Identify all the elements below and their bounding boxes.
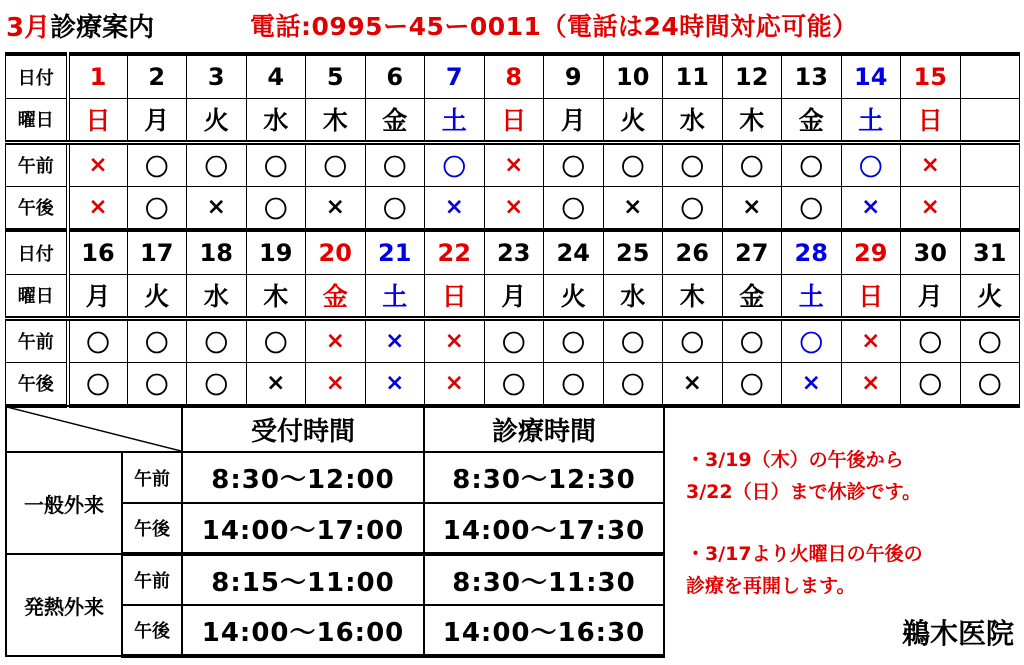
am-status-cell: 〇	[544, 142, 604, 186]
reception-header: 受付時間	[182, 406, 424, 452]
am-status-cell: 〇	[544, 318, 604, 362]
am-status-cell: 〇	[722, 142, 782, 186]
notice-box	[686, 444, 1016, 602]
consult-header: 診療時間	[424, 406, 664, 452]
weekday-cell: 水	[603, 274, 663, 318]
pm-status-cell: ×	[365, 362, 425, 406]
weekday-cell: 火	[603, 98, 663, 142]
weekday-cell: 水	[663, 98, 723, 142]
consult-time: 14:00～17:30	[424, 503, 664, 554]
pm-status-cell: 〇	[544, 186, 604, 230]
weekday-cell: 日	[484, 98, 544, 142]
consult-time: 8:30～11:30	[424, 554, 664, 605]
date-cell: 21	[365, 230, 425, 274]
date-cell: 28	[782, 230, 842, 274]
date-cell: 13	[782, 54, 842, 98]
phone-number: 電話:0995ー45ー0011（電話は24時間対応可能）	[250, 12, 858, 41]
weekday-cell: 日	[901, 98, 961, 142]
date-cell: 4	[246, 54, 306, 98]
am-status-cell: 〇	[484, 318, 544, 362]
weekday-cell: 月	[901, 274, 961, 318]
pm-status-cell: ×	[782, 362, 842, 406]
date-cell: 3	[187, 54, 247, 98]
date-cell: 27	[722, 230, 782, 274]
date-cell: 11	[663, 54, 723, 98]
corner-diagonal	[6, 406, 182, 452]
date-cell: 23	[484, 230, 544, 274]
pm-status-cell: ×	[306, 362, 366, 406]
am-status-cell: ×	[68, 142, 128, 186]
date-cell: 1	[68, 54, 128, 98]
row-label-date: 日付	[6, 230, 68, 274]
weekday-cell: 金	[306, 274, 366, 318]
am-status-cell: ×	[365, 318, 425, 362]
am-status-cell: 〇	[603, 318, 663, 362]
weekday-cell: 日	[841, 274, 901, 318]
weekday-cell: 金	[365, 98, 425, 142]
pm-status-cell: 〇	[544, 362, 604, 406]
clinic-name: 鵜木医院	[901, 617, 1014, 650]
am-status-cell: 〇	[127, 318, 187, 362]
row-label-am: 午前	[6, 142, 68, 186]
pm-status-cell: 〇	[901, 362, 961, 406]
schedule-calendar	[5, 52, 1020, 408]
pm-status-cell: ×	[603, 186, 663, 230]
am-status-cell: ×	[841, 318, 901, 362]
weekday-cell: 木	[306, 98, 366, 142]
date-cell: 29	[841, 230, 901, 274]
weekday-cell: 土	[782, 274, 842, 318]
date-cell: 5	[306, 54, 366, 98]
row-label-pm: 午後	[6, 186, 68, 230]
page-title	[6, 4, 154, 46]
weekday-cell: 火	[960, 274, 1020, 318]
date-cell: 18	[187, 230, 247, 274]
weekday-cell: 土	[841, 98, 901, 142]
date-cell: 7	[425, 54, 485, 98]
consult-time: 8:30～12:30	[424, 452, 664, 503]
am-status-cell: 〇	[960, 318, 1020, 362]
pm-status-cell: 〇	[484, 362, 544, 406]
notice-line: 3/22（日）まで休診です。	[686, 481, 922, 503]
date-cell: 20	[306, 230, 366, 274]
date-cell: 6	[365, 54, 425, 98]
pm-status-cell: ×	[663, 362, 723, 406]
am-status-cell: 〇	[901, 318, 961, 362]
pm-status-cell: 〇	[782, 186, 842, 230]
pm-status-cell: 〇	[365, 186, 425, 230]
date-cell: 26	[663, 230, 723, 274]
am-status-cell: 〇	[782, 318, 842, 362]
am-status-cell: 〇	[187, 142, 247, 186]
date-cell: 19	[246, 230, 306, 274]
am-status-cell: 〇	[663, 318, 723, 362]
date-cell: 17	[127, 230, 187, 274]
weekday-cell: 木	[722, 98, 782, 142]
weekday-cell: 水	[246, 98, 306, 142]
pm-status-cell: 〇	[663, 186, 723, 230]
reception-time: 14:00～17:00	[182, 503, 424, 554]
date-cell: 16	[68, 230, 128, 274]
period-label: 午前	[122, 452, 182, 503]
pm-status-cell: 〇	[187, 362, 247, 406]
title-word: 診療案内	[50, 12, 155, 43]
weekday-cell: 金	[722, 274, 782, 318]
pm-status-cell: ×	[425, 362, 485, 406]
am-status-cell: 〇	[306, 142, 366, 186]
pm-status-cell: ×	[841, 186, 901, 230]
pm-status-cell: ×	[841, 362, 901, 406]
pm-status-cell: 〇	[960, 362, 1020, 406]
date-cell: 10	[603, 54, 663, 98]
hours-table	[5, 405, 665, 658]
am-status-cell: ×	[484, 142, 544, 186]
am-status-cell: 〇	[365, 142, 425, 186]
period-label: 午後	[122, 503, 182, 554]
am-status-cell: 〇	[722, 318, 782, 362]
am-status-cell: 〇	[782, 142, 842, 186]
consult-time: 14:00～16:30	[424, 605, 664, 656]
pm-status-cell: ×	[901, 186, 961, 230]
period-label: 午後	[122, 605, 182, 656]
am-status-cell: ×	[306, 318, 366, 362]
pm-status-cell	[960, 186, 1020, 230]
date-cell: 22	[425, 230, 485, 274]
weekday-cell: 金	[782, 98, 842, 142]
date-cell: 2	[127, 54, 187, 98]
month-label: 3月	[6, 12, 51, 43]
weekday-cell: 土	[365, 274, 425, 318]
pm-status-cell: ×	[246, 362, 306, 406]
date-cell: 12	[722, 54, 782, 98]
am-status-cell: 〇	[603, 142, 663, 186]
notice-line: 診療を再開します。	[686, 575, 856, 597]
row-label-am: 午前	[6, 318, 68, 362]
row-label-date: 日付	[6, 54, 68, 98]
pm-status-cell: 〇	[246, 186, 306, 230]
weekday-cell	[960, 98, 1020, 142]
date-cell: 14	[841, 54, 901, 98]
am-status-cell: 〇	[841, 142, 901, 186]
date-cell	[960, 54, 1020, 98]
pm-status-cell: 〇	[722, 362, 782, 406]
weekday-cell: 日	[68, 98, 128, 142]
reception-time: 8:30～12:00	[182, 452, 424, 503]
am-status-cell: ×	[901, 142, 961, 186]
notice-line: ・3/19（木）の午後から	[686, 449, 904, 471]
weekday-cell: 月	[127, 98, 187, 142]
pm-status-cell: ×	[306, 186, 366, 230]
row-label-weekday: 曜日	[6, 274, 68, 318]
am-status-cell: 〇	[246, 142, 306, 186]
weekday-cell: 木	[663, 274, 723, 318]
am-status-cell: ×	[425, 318, 485, 362]
weekday-cell: 日	[425, 274, 485, 318]
am-status-cell: 〇	[425, 142, 485, 186]
period-label: 午前	[122, 554, 182, 605]
group-general: 一般外来	[6, 452, 122, 554]
pm-status-cell: 〇	[127, 186, 187, 230]
date-cell: 15	[901, 54, 961, 98]
date-cell: 8	[484, 54, 544, 98]
date-cell: 24	[544, 230, 604, 274]
weekday-cell: 木	[246, 274, 306, 318]
pm-status-cell: ×	[425, 186, 485, 230]
weekday-cell: 土	[425, 98, 485, 142]
date-cell: 9	[544, 54, 604, 98]
pm-status-cell: ×	[484, 186, 544, 230]
weekday-cell: 火	[544, 274, 604, 318]
weekday-cell: 月	[544, 98, 604, 142]
reception-time: 14:00～16:00	[182, 605, 424, 656]
pm-status-cell: 〇	[68, 362, 128, 406]
row-label-weekday: 曜日	[6, 98, 68, 142]
date-cell: 31	[960, 230, 1020, 274]
notice-line: ・3/17より火曜日の午後の	[686, 543, 923, 565]
weekday-cell: 月	[484, 274, 544, 318]
am-status-cell: 〇	[68, 318, 128, 362]
pm-status-cell: ×	[68, 186, 128, 230]
am-status-cell: 〇	[127, 142, 187, 186]
pm-status-cell: 〇	[603, 362, 663, 406]
date-cell: 30	[901, 230, 961, 274]
group-fever: 発熱外来	[6, 554, 122, 656]
pm-status-cell: ×	[722, 186, 782, 230]
pm-status-cell: 〇	[127, 362, 187, 406]
am-status-cell: 〇	[663, 142, 723, 186]
weekday-cell: 水	[187, 274, 247, 318]
row-label-pm: 午後	[6, 362, 68, 406]
am-status-cell: 〇	[246, 318, 306, 362]
weekday-cell: 火	[127, 274, 187, 318]
am-status-cell	[960, 142, 1020, 186]
weekday-cell: 月	[68, 274, 128, 318]
pm-status-cell: ×	[187, 186, 247, 230]
am-status-cell: 〇	[187, 318, 247, 362]
date-cell: 25	[603, 230, 663, 274]
weekday-cell: 火	[187, 98, 247, 142]
reception-time: 8:15～11:00	[182, 554, 424, 605]
